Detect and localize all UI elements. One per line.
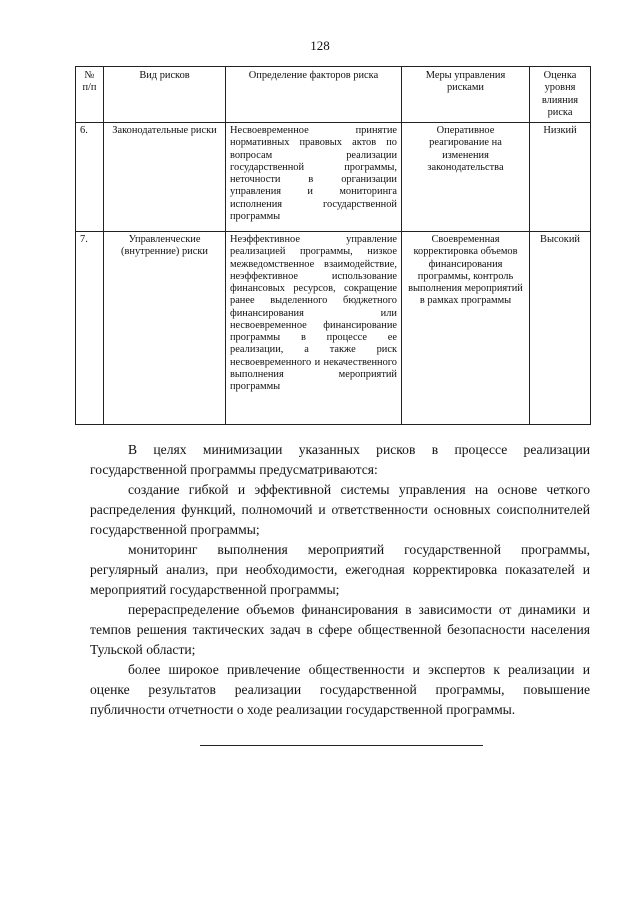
- risk-management-cell: Оперативное реагирование на изменения законодательства: [402, 123, 530, 232]
- measure-paragraph: мониторинг выполнения мероприятий государственной программы, регулярный анализ, при необходимости, ежегодная корректировка показателей и мероприятий государственной программы;: [90, 542, 590, 597]
- risk-management-cell: Своевременная корректировка объемов финансирования программы, контроль выполнения мероприятий в рамках программы: [402, 232, 530, 425]
- header-impact-level: Оценка уровня влияния риска: [530, 67, 591, 123]
- impact-level-cell: Высокий: [530, 232, 591, 425]
- table-row: [76, 232, 591, 425]
- risk-definition-cell: Неэффективное управление реализацией программы, низкое межведомственное взаимодействие, неэффективное использование финансовых ресурсов, сокращение ранее выделенного бюджетного финансирования или несвоевременное финансирование программы в процессе ее реализации, а также риск несвоевременного и некачественного выполнения мероприятий программы: [226, 232, 402, 425]
- header-risk-definition: Определение факторов риска: [226, 67, 402, 123]
- risk-type-cell: Управленческие (внутренние) риски: [104, 232, 226, 425]
- measure-paragraph: более широкое привлечение общественности и экспертов к реализации и оценке результатов реализации государственной программы, повышение публичности отчетности о ходе реализации государственной программы.: [90, 662, 590, 717]
- risk-table: [75, 66, 591, 425]
- intro-paragraph: В целях минимизации указанных рисков в процессе реализации государственной программы предусматриваются:: [90, 442, 590, 477]
- header-risk-type: Вид рисков: [104, 67, 226, 123]
- header-risk-management: Меры управления рисками: [402, 67, 530, 123]
- table-header-row: [76, 67, 591, 123]
- measure-paragraph: создание гибкой и эффективной системы управления на основе четкого распределения функций, полномочий и ответственности основных соисполнителей государственной программы;: [90, 482, 590, 537]
- row-number: 6.: [76, 123, 104, 232]
- impact-level-cell: Низкий: [530, 123, 591, 232]
- row-number: 7.: [76, 232, 104, 425]
- measure-paragraph: перераспределение объемов финансирования в зависимости от динамики и темпов решения тактических задач в сфере общественной безопасности населения Тульской области;: [90, 602, 590, 657]
- closing-divider: [200, 745, 483, 746]
- risk-definition-cell: Несвоевременное принятие нормативных правовых актов по вопросам реализации государственной программы, неточности в организации управления и мониторинга исполнения государственной программы: [226, 123, 402, 232]
- body-text: [90, 440, 590, 720]
- table-row: [76, 123, 591, 232]
- risk-type-cell: Законодательные риски: [104, 123, 226, 232]
- header-number: № п/п: [76, 67, 104, 123]
- page-number: 128: [310, 38, 330, 53]
